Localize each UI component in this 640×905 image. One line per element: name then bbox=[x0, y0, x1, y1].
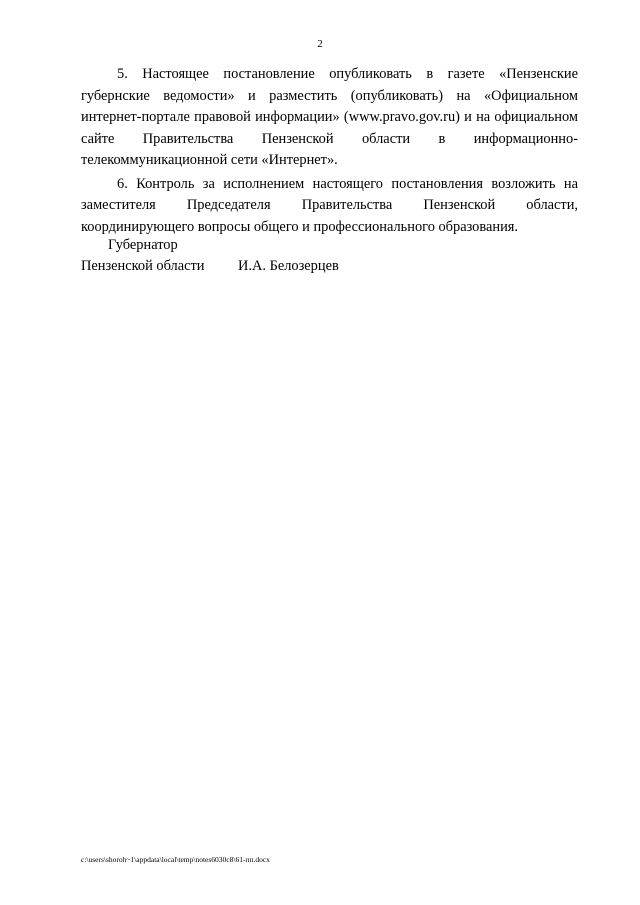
page-number: 2 bbox=[317, 38, 323, 50]
document-body bbox=[81, 64, 578, 238]
paragraph-5: 5. Настоящее постановление опубликовать в газете «Пензенские губернские ведомости» и разместить (опубликовать) на «Официальном интернет-портале правовой информации» (www.pravo.gov.ru) и на официальном сайте Правительства Пензенской области в информационно-телекоммуникационной сети «Интернет». bbox=[81, 66, 578, 168]
paragraph-6: 6. Контроль за исполнением настоящего постановления возложить на заместителя Председателя Правительства Пензенской области, координирующего вопросы общего и профессионального образования. bbox=[81, 175, 578, 235]
document-file-path: c:\users\shoroh~1\appdata\local\temp\notes6030c8\61-пп.docx bbox=[81, 855, 270, 864]
signer-title-line-2: Пензенской области bbox=[81, 258, 205, 274]
signer-title-line-1: Губернатор bbox=[108, 237, 178, 253]
signer-name: И.А. Белозерцев bbox=[238, 258, 339, 274]
